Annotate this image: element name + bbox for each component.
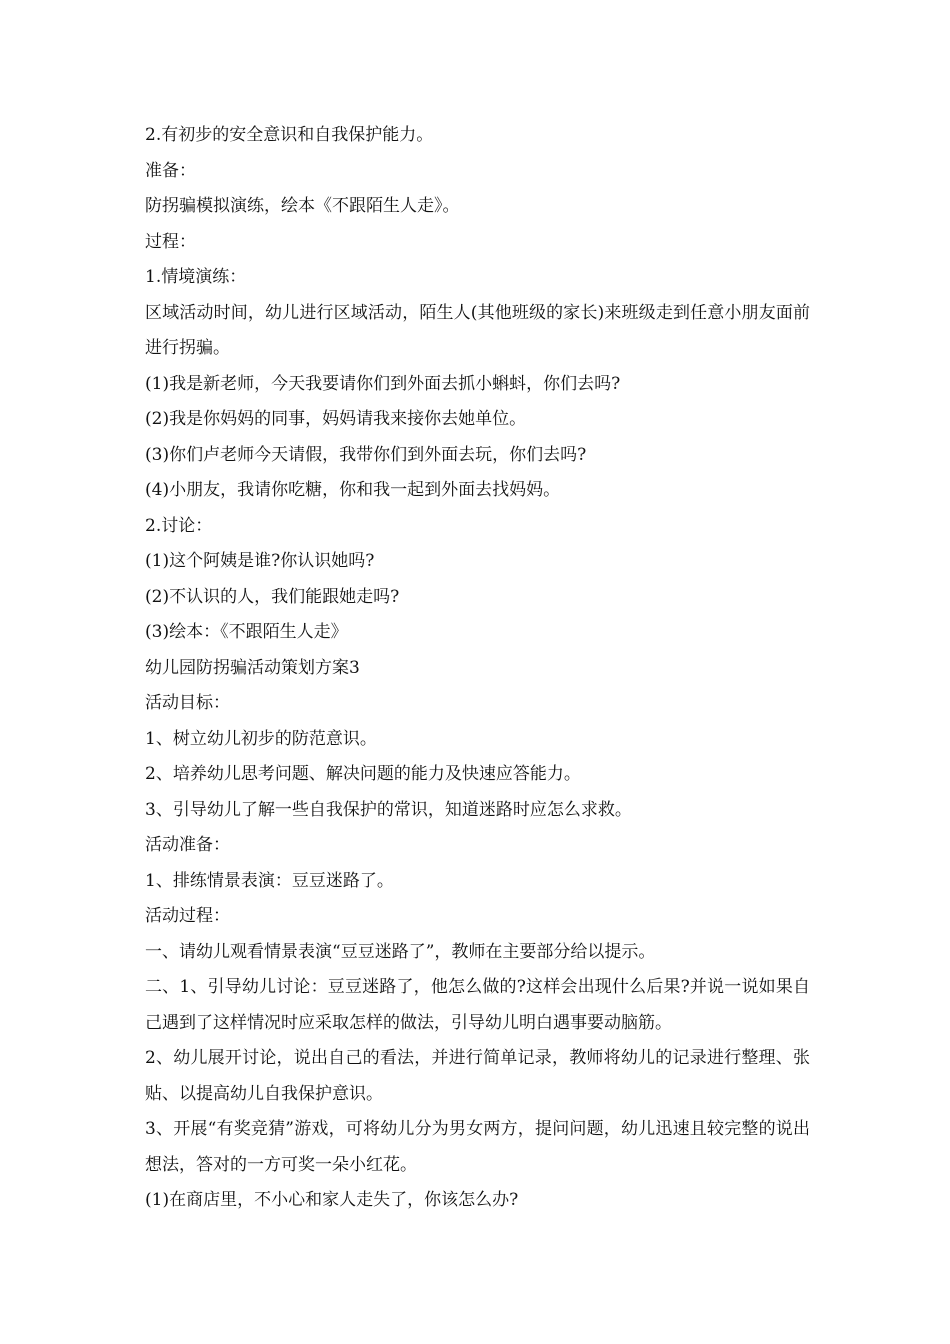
document-body: [145, 118, 810, 1219]
heading-discussion: 2.讨论：: [145, 515, 213, 536]
goal-item-2: 2、培养幼儿思考问题、解决问题的能力及快速应答能力。: [145, 764, 581, 784]
process-step-2-1: 二、1、引导幼儿讨论：豆豆迷路了，他怎么做的?这样会出现什么后果?并说一说如果自己遇到了这样情况时应采取怎样的做法，引导幼儿明白遇事要动脑筋。: [145, 977, 810, 1033]
heading-activity-process: 活动过程：: [145, 906, 230, 926]
heading-activity-goals: 活动目标：: [145, 693, 230, 713]
discussion-item-2: (2)不认识的人，我们能跟她走吗?: [145, 586, 400, 607]
discussion-item-3: (3)绘本：《不跟陌生人走》: [145, 622, 348, 642]
scenario-item-3: (3)你们卢老师今天请假，我带你们到外面去玩，你们去吗?: [145, 444, 587, 465]
paragraph-scenario-description: 区域活动时间，幼儿进行区域活动，陌生人(其他班级的家长)来班级走到任意小朋友面前进行拐骗。: [145, 302, 810, 358]
heading-preparation: 准备：: [145, 160, 196, 181]
question-item-1: (1)在商店里，不小心和家人走失了，你该怎么办?: [145, 1190, 519, 1210]
goal-item-1: 1、树立幼儿初步的防范意识。: [145, 728, 377, 749]
heading-scenario-drill: 1.情境演练：: [145, 267, 247, 287]
preparation-item-1: 1、排练情景表演：豆豆迷路了。: [145, 870, 394, 891]
process-step-2-2: 2、幼儿展开讨论，说出自己的看法，并进行简单记录，教师将幼儿的记录进行整理、张贴、以提高幼儿自我保护意识。: [145, 1048, 810, 1104]
scenario-item-2: (2)我是你妈妈的同事，妈妈请我来接你去她单位。: [145, 409, 527, 429]
heading-process: 过程：: [145, 231, 196, 252]
discussion-item-1: (1)这个阿姨是谁?你认识她吗?: [145, 551, 375, 571]
heading-activity-preparation: 活动准备：: [145, 835, 230, 855]
paragraph-preparation: 防拐骗模拟演练，绘本《不跟陌生人走》。: [145, 196, 460, 216]
goal-item-3: 3、引导幼儿了解一些自我保护的常识，知道迷路时应怎么求救。: [145, 799, 632, 820]
section-title-plan-3: 幼儿园防拐骗活动策划方案3: [145, 657, 360, 678]
process-step-1: 一、请幼儿观看情景表演“豆豆迷路了”，教师在主要部分给以提示。: [145, 941, 656, 962]
process-step-2-3: 3、开展“有奖竞猜”游戏，可将幼儿分为男女两方，提问问题，幼儿迅速且较完整的说出想法，答对的一方可奖一朵小红花。: [145, 1119, 810, 1175]
scenario-item-1: (1)我是新老师，今天我要请你们到外面去抓小蝌蚪，你们去吗?: [145, 373, 621, 394]
paragraph-goal-2: 2.有初步的安全意识和自我保护能力。: [145, 125, 434, 145]
scenario-item-4: (4)小朋友，我请你吃糖，你和我一起到外面去找妈妈。: [145, 480, 561, 500]
